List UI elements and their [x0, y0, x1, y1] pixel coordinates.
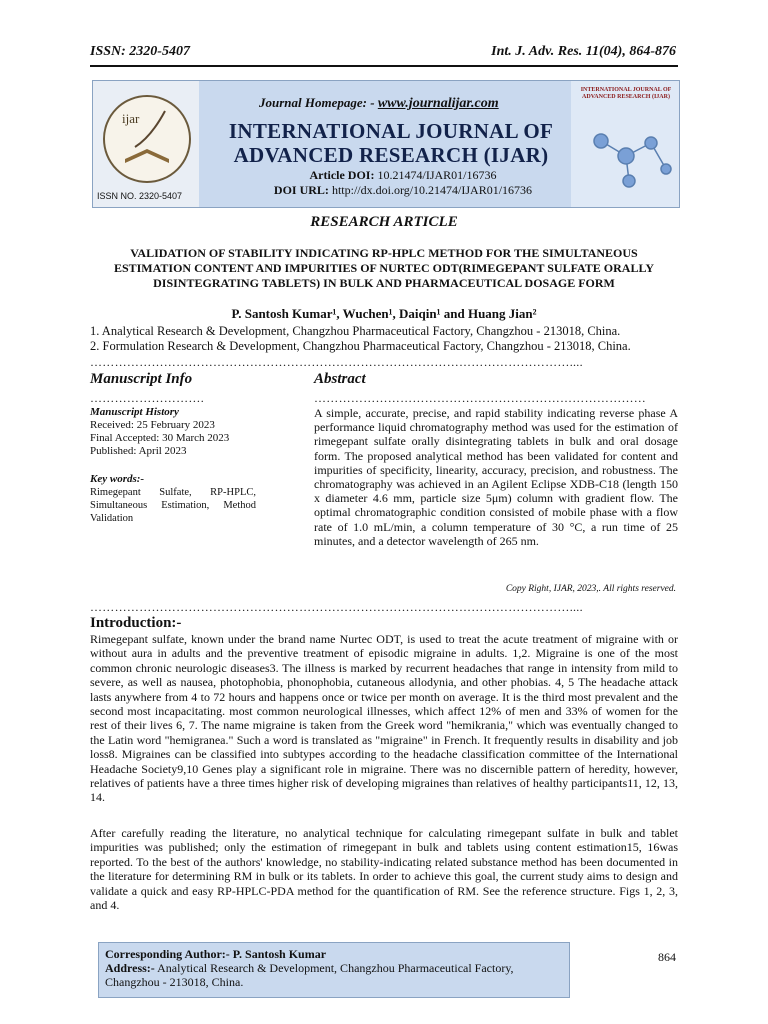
- journal-citation: Int. J. Adv. Res. 11(04), 864-876: [491, 44, 676, 59]
- doi-url-label: DOI URL:: [273, 183, 329, 197]
- header-rule: [90, 65, 678, 67]
- journal-banner: [92, 80, 680, 208]
- journal-logo: [93, 81, 199, 207]
- affiliation-1: 1. Analytical Research & Development, Changzhou Pharmaceutical Factory, Changzhou - 213018, China.: [90, 324, 621, 338]
- dotted-separator-2: ………………………………………………………………………………………………………....: [90, 600, 583, 614]
- homepage-link[interactable]: www.journalijar.com: [377, 96, 499, 111]
- article-doi: 10.21474/IJAR01/16736: [377, 168, 497, 182]
- logo-emblem-icon: [103, 95, 191, 183]
- homepage-label: Journal Homepage: -: [259, 95, 375, 110]
- molecule-icon: [571, 81, 679, 207]
- dotted-separator: ………………………………………………………………………………………………………....: [90, 355, 583, 369]
- abstract-heading: Abstract: [314, 371, 366, 387]
- journal-homepage: [259, 95, 499, 112]
- published-date: Published: April 2023: [90, 445, 187, 457]
- accepted-date: Final Accepted: 30 March 2023: [90, 432, 230, 444]
- abstract-text: A simple, accurate, precise, and rapid stability indicating reverse phase A performance liquid chromatography method was used for the estimation of rimegepant sulfate orally disintegrating tablets in bulk and oral dosage form. The proposed analytical method has been validated for content and impurities of specificity, linearity, accuracy, precision, and robustness. The chromatography was achieved in an Agilent Eclipse XDB-C18 (length 150 x diameter 4.6 mm, particle size 5μm) column with gradient flow. The optimal chromatographic condition consisted of mobile phase with a flow rate of 1.0 mL/min, a column temperature of 30 °C, a run time of 25 minutes, and a detector wavelength of 265 nm.: [314, 406, 678, 548]
- introduction-heading: Introduction:-: [90, 615, 182, 631]
- keywords-heading: Key words:-: [90, 473, 145, 485]
- received-date: Received: 25 February 2023: [90, 419, 215, 431]
- manuscript-info-heading: Manuscript Info: [90, 371, 193, 387]
- corresponding-author-box: [98, 942, 570, 998]
- doi-block: [253, 168, 553, 198]
- journal-title: INTERNATIONAL JOURNAL OF ADVANCED RESEARCH (IJAR): [228, 119, 554, 167]
- intro-paragraph-2: After carefully reading the literature, no analytical technique for calculating rimegepant sulfate in bulk and tablet impurities was published; only the estimation of rimegepant in bulk and tablets using content estimation15, 16was reported. To the best of the authors' knowledge, no stability-indicating related substance method has been documented in the literature for determining RM in bulk or its tablets. In order to achieve this goal, the current study aims to design and validate a quick and easy RP-HPLC-PDA method for the quantification of RM. See the reference structure. Figs 1, 2, 3, and 4.: [90, 826, 678, 913]
- address-label: Address:-: [105, 961, 155, 975]
- abstract-dots: ………………………………………………………………………: [314, 391, 647, 405]
- affiliation-2: 2. Formulation Research & Development, Changzhou Pharmaceutical Factory, Changzhou - 213018, China.: [90, 339, 631, 353]
- corresponding-author: Corresponding Author:- P. Santosh Kumar: [105, 947, 327, 961]
- author-list: P. Santosh Kumar¹, Wuchen¹, Daiqin¹ and Huang Jian²: [231, 306, 537, 321]
- article-doi-label: Article DOI:: [309, 168, 375, 182]
- manuscript-info-dots: ……………………….: [90, 391, 204, 405]
- intro-paragraph-1: Rimegepant sulfate, known under the brand name Nurtec ODT, is used to treat the acute treatment of migraine with or without aura in adults and the preventive treatment of episodic migraine in adults. 1,2. Migraine is one of the most common chronic neurologic diseases3. The illness is marked by recurrent headaches that range in intensity from mild to severe, as well as nausea, photophobia, phonophobia, cutaneous allodynia, and other phobias. 4, 5 The headache attack lasts anywhere from 4 to 72 hours and happens once or twice per month on average. It is the third most prevalent and the second most incapacitating. most common neurological illnesses, which affect 12% of men and 33% of women for the rest of their lives 6, 7. The name migraine is taken from the Greek word "hemikrania," which was eventually changed to the Latin word "hemigranea." Such a word is translated as "migraine" in French. It frequently results in disability and job loss8. Migraines can be classified into subtypes according to the headache classification committee of the International Headache Society9,10 Genes play a significant role in migraine. There was no discernible pattern of heredity, however, relatives of patients have a three times higher risk of developing migraines than relatives of healthy participants11, 12, 13, 14.: [90, 632, 678, 805]
- logo-text: ijar: [122, 111, 140, 126]
- journal-cover-image: [571, 81, 679, 207]
- article-title: VALIDATION OF STABILITY INDICATING RP-HPLC METHOD FOR THE SIMULTANEOUS ESTIMATION CONTENT AND IMPURITIES OF NURTEC ODT(RIMEGEPANT SULFATE ORALLY DISINTEGRATING TABLETS) IN BULK AND PHARMACEUTICAL DOSAGE FORM: [113, 246, 655, 290]
- journal-issn: ISSN: 2320-5407: [90, 44, 190, 59]
- keywords-list: Rimegepant Sulfate, RP-HPLC, Simultaneous Estimation, Method Validation: [90, 487, 256, 524]
- article-type: RESEARCH ARTICLE: [310, 214, 458, 230]
- copyright-notice: Copy Right, IJAR, 2023,. All rights reserved.: [505, 584, 676, 594]
- doi-url-link[interactable]: http://dx.doi.org/10.21474/IJAR01/16736: [331, 183, 533, 197]
- page-number: 864: [658, 950, 676, 964]
- author-address: Analytical Research & Development, Changzhou Pharmaceutical Factory, Changzhou - 213018, China.: [105, 961, 514, 989]
- manuscript-history-heading: Manuscript History: [90, 406, 179, 418]
- cover-title: INTERNATIONAL JOURNAL OF ADVANCED RESEARCH (IJAR): [580, 87, 672, 100]
- banner-issn: ISSN NO. 2320-5407: [97, 191, 183, 201]
